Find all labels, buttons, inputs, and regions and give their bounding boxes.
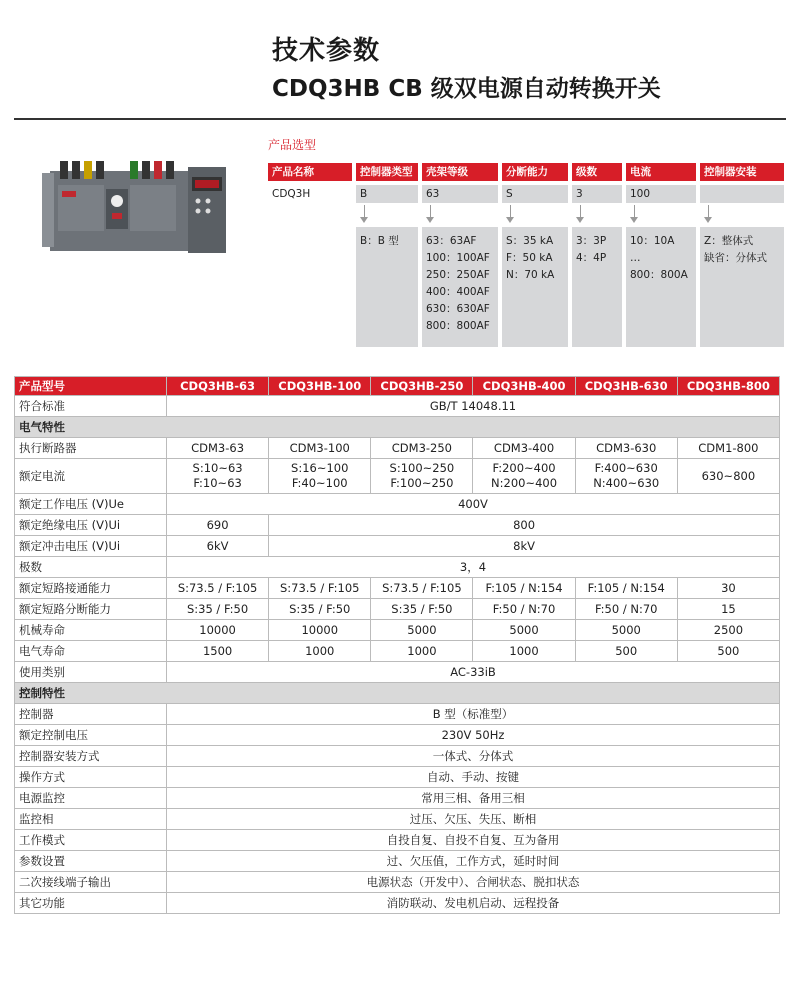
table-row bbox=[15, 893, 780, 914]
table-row bbox=[15, 662, 780, 683]
row-label: 使用类别 bbox=[15, 662, 167, 683]
cell-line: N:200~400 bbox=[491, 476, 558, 490]
sel-head-frame: 壳架等级 bbox=[422, 163, 498, 181]
table-row bbox=[15, 851, 780, 872]
sel-head-install: 控制器安装 bbox=[700, 163, 784, 181]
option: S：35 kA bbox=[506, 235, 554, 247]
cell bbox=[575, 459, 677, 494]
header-col: CDQ3HB-800 bbox=[677, 377, 779, 396]
cell: 5000 bbox=[473, 620, 575, 641]
sel-val-controller: B bbox=[356, 185, 418, 203]
table-row bbox=[15, 641, 780, 662]
sel-val-install bbox=[700, 185, 784, 203]
cell-line: F:10~63 bbox=[193, 476, 242, 490]
option: 63：63AF bbox=[426, 235, 477, 247]
down-arrow-icon bbox=[422, 203, 498, 227]
cell: 15 bbox=[677, 599, 779, 620]
cell: 一体式、分体式 bbox=[167, 746, 780, 767]
row-label: 操作方式 bbox=[15, 767, 167, 788]
option: 10：10A bbox=[630, 235, 675, 247]
header-col: CDQ3HB-630 bbox=[575, 377, 677, 396]
cell-line: S:16~100 bbox=[291, 461, 349, 475]
row-label: 机械寿命 bbox=[15, 620, 167, 641]
option: … bbox=[630, 252, 641, 264]
cell bbox=[371, 459, 473, 494]
header-model: 产品型号 bbox=[15, 377, 167, 396]
sel-opts-breaking bbox=[502, 227, 568, 347]
cell: 2500 bbox=[677, 620, 779, 641]
table-row bbox=[15, 620, 780, 641]
cell: S:35 / F:50 bbox=[269, 599, 371, 620]
cell: CDM3-630 bbox=[575, 438, 677, 459]
sel-col-frame bbox=[422, 163, 498, 347]
row-label: 电气寿命 bbox=[15, 641, 167, 662]
row-label: 额定控制电压 bbox=[15, 725, 167, 746]
cell: 过压、欠压、失压、断相 bbox=[167, 809, 780, 830]
table-row bbox=[15, 536, 780, 557]
cell: 1000 bbox=[473, 641, 575, 662]
table-row bbox=[15, 515, 780, 536]
sel-opts-poles bbox=[572, 227, 622, 347]
row-label: 监控相 bbox=[15, 809, 167, 830]
section-label: 电气特性 bbox=[15, 417, 780, 438]
sel-opts-install bbox=[700, 227, 784, 347]
cell: F:105 / N:154 bbox=[473, 578, 575, 599]
down-arrow-icon bbox=[572, 203, 622, 227]
table-row bbox=[15, 809, 780, 830]
cell: 630~800 bbox=[677, 459, 779, 494]
header-col: CDQ3HB-100 bbox=[269, 377, 371, 396]
table-row bbox=[15, 438, 780, 459]
sel-val-breaking: S bbox=[502, 185, 568, 203]
cell: 1000 bbox=[269, 641, 371, 662]
cell bbox=[269, 459, 371, 494]
cell: 自动、手动、按键 bbox=[167, 767, 780, 788]
sel-val-poles: 3 bbox=[572, 185, 622, 203]
cell bbox=[167, 459, 269, 494]
cell: S:35 / F:50 bbox=[167, 599, 269, 620]
cell: 3，4 bbox=[167, 557, 780, 578]
sel-val-current: 100 bbox=[626, 185, 696, 203]
down-arrow-icon bbox=[356, 203, 418, 227]
sel-head-current: 电流 bbox=[626, 163, 696, 181]
sel-col-install bbox=[700, 163, 784, 347]
table-row bbox=[15, 746, 780, 767]
row-label: 控制器安装方式 bbox=[15, 746, 167, 767]
row-label: 极数 bbox=[15, 557, 167, 578]
cell: 30 bbox=[677, 578, 779, 599]
cell: 800 bbox=[269, 515, 780, 536]
sel-col-name bbox=[268, 163, 352, 203]
table-row bbox=[15, 788, 780, 809]
cell-line: F:200~400 bbox=[492, 461, 556, 475]
cell: 10000 bbox=[269, 620, 371, 641]
cell: S:35 / F:50 bbox=[371, 599, 473, 620]
selection-label: 产品选型 bbox=[268, 138, 317, 152]
page-subtitle: CDQ3HB CB 级双电源自动转换开关 bbox=[272, 76, 661, 102]
row-label: 执行断路器 bbox=[15, 438, 167, 459]
row-label: 额定冲击电压 (V)Ui bbox=[15, 536, 167, 557]
sel-opts-current bbox=[626, 227, 696, 347]
cell: 690 bbox=[167, 515, 269, 536]
cell bbox=[473, 459, 575, 494]
row-label: 电源监控 bbox=[15, 788, 167, 809]
sel-col-current bbox=[626, 163, 696, 347]
page-title: 技术参数 bbox=[272, 36, 381, 66]
cell: 消防联动、发电机启动、远程投备 bbox=[167, 893, 780, 914]
cell: 过、欠压值，工作方式，延时时间 bbox=[167, 851, 780, 872]
down-arrow-icon bbox=[700, 203, 784, 227]
cell: 8kV bbox=[269, 536, 780, 557]
option: 800：800AF bbox=[426, 320, 490, 332]
cell: 电源状态（开发中）、合闸状态、脱扣状态 bbox=[167, 872, 780, 893]
row-label: 工作模式 bbox=[15, 830, 167, 851]
cell: 常用三相、备用三相 bbox=[167, 788, 780, 809]
sel-opts-frame bbox=[422, 227, 498, 347]
option: 100：100AF bbox=[426, 252, 490, 264]
table-row bbox=[15, 494, 780, 515]
table-header-row bbox=[15, 377, 780, 396]
product-image bbox=[38, 155, 246, 255]
cell: 400V bbox=[167, 494, 780, 515]
cell: 230V 50Hz bbox=[167, 725, 780, 746]
sel-opts-controller bbox=[356, 227, 418, 347]
option: Z：整体式 bbox=[704, 235, 754, 247]
row-label: 其它功能 bbox=[15, 893, 167, 914]
option: 3：3P bbox=[576, 235, 607, 247]
cell-line: S:10~63 bbox=[192, 461, 243, 475]
sel-val-frame: 63 bbox=[422, 185, 498, 203]
cell: GB/T 14048.11 bbox=[167, 396, 780, 417]
cell-line: F:100~250 bbox=[390, 476, 454, 490]
cell: 10000 bbox=[167, 620, 269, 641]
down-arrow-icon bbox=[626, 203, 696, 227]
option: B：B 型 bbox=[360, 235, 399, 247]
row-label: 额定短路接通能力 bbox=[15, 578, 167, 599]
sel-col-controller bbox=[356, 163, 418, 347]
down-arrow-icon bbox=[502, 203, 568, 227]
table-row bbox=[15, 767, 780, 788]
header-divider bbox=[14, 118, 786, 120]
cell: F:105 / N:154 bbox=[575, 578, 677, 599]
row-label: 控制器 bbox=[15, 704, 167, 725]
table-row bbox=[15, 830, 780, 851]
cell: S:73.5 / F:105 bbox=[371, 578, 473, 599]
option: 800：800A bbox=[630, 269, 688, 281]
cell-line: N:400~630 bbox=[593, 476, 660, 490]
cell: 500 bbox=[575, 641, 677, 662]
cell: 6kV bbox=[167, 536, 269, 557]
spec-table bbox=[14, 376, 780, 914]
table-row bbox=[15, 557, 780, 578]
option: N：70 kA bbox=[506, 269, 555, 281]
section-row bbox=[15, 417, 780, 438]
cell: CDM1-800 bbox=[677, 438, 779, 459]
sel-val-name: CDQ3H bbox=[272, 188, 311, 200]
row-label: 二次接线端子输出 bbox=[15, 872, 167, 893]
cell: 500 bbox=[677, 641, 779, 662]
option: 630：630AF bbox=[426, 303, 490, 315]
header-col: CDQ3HB-63 bbox=[167, 377, 269, 396]
cell: B 型（标准型） bbox=[167, 704, 780, 725]
cell: S:73.5 / F:105 bbox=[167, 578, 269, 599]
cell: 5000 bbox=[371, 620, 473, 641]
row-label: 额定短路分断能力 bbox=[15, 599, 167, 620]
header-col: CDQ3HB-400 bbox=[473, 377, 575, 396]
cell: CDM3-250 bbox=[371, 438, 473, 459]
table-row bbox=[15, 704, 780, 725]
table-row bbox=[15, 872, 780, 893]
cell: AC-33iB bbox=[167, 662, 780, 683]
row-label: 额定工作电压 (V)Ue bbox=[15, 494, 167, 515]
option: 250：250AF bbox=[426, 269, 490, 281]
cell: CDM3-63 bbox=[167, 438, 269, 459]
table-row bbox=[15, 396, 780, 417]
table-row bbox=[15, 578, 780, 599]
cell-line: S:100~250 bbox=[389, 461, 455, 475]
row-label: 符合标准 bbox=[15, 396, 167, 417]
sel-col-poles bbox=[572, 163, 622, 347]
sel-head-controller: 控制器类型 bbox=[356, 163, 418, 181]
cell: 5000 bbox=[575, 620, 677, 641]
sel-head-name: 产品名称 bbox=[268, 163, 352, 181]
option: 4：4P bbox=[576, 252, 607, 264]
cell: 自投自复、自投不自复、互为备用 bbox=[167, 830, 780, 851]
table-row bbox=[15, 725, 780, 746]
section-label: 控制特性 bbox=[15, 683, 780, 704]
cell: 1500 bbox=[167, 641, 269, 662]
table-row bbox=[15, 459, 780, 494]
cell: F:50 / N:70 bbox=[473, 599, 575, 620]
sel-head-poles: 级数 bbox=[572, 163, 622, 181]
sel-head-breaking: 分断能力 bbox=[502, 163, 568, 181]
cell-line: F:40~100 bbox=[291, 476, 348, 490]
section-row bbox=[15, 683, 780, 704]
cell: S:73.5 / F:105 bbox=[269, 578, 371, 599]
cell: CDM3-100 bbox=[269, 438, 371, 459]
row-label: 参数设置 bbox=[15, 851, 167, 872]
cell: CDM3-400 bbox=[473, 438, 575, 459]
cell: F:50 / N:70 bbox=[575, 599, 677, 620]
option: 400：400AF bbox=[426, 286, 490, 298]
cell: 1000 bbox=[371, 641, 473, 662]
sel-col-breaking bbox=[502, 163, 568, 347]
option: F：50 kA bbox=[506, 252, 553, 264]
table-row bbox=[15, 599, 780, 620]
row-label: 额定电流 bbox=[15, 459, 167, 494]
cell-line: F:400~630 bbox=[594, 461, 658, 475]
option: 缺省：分体式 bbox=[704, 252, 767, 264]
row-label: 额定绝缘电压 (V)Ui bbox=[15, 515, 167, 536]
header-col: CDQ3HB-250 bbox=[371, 377, 473, 396]
